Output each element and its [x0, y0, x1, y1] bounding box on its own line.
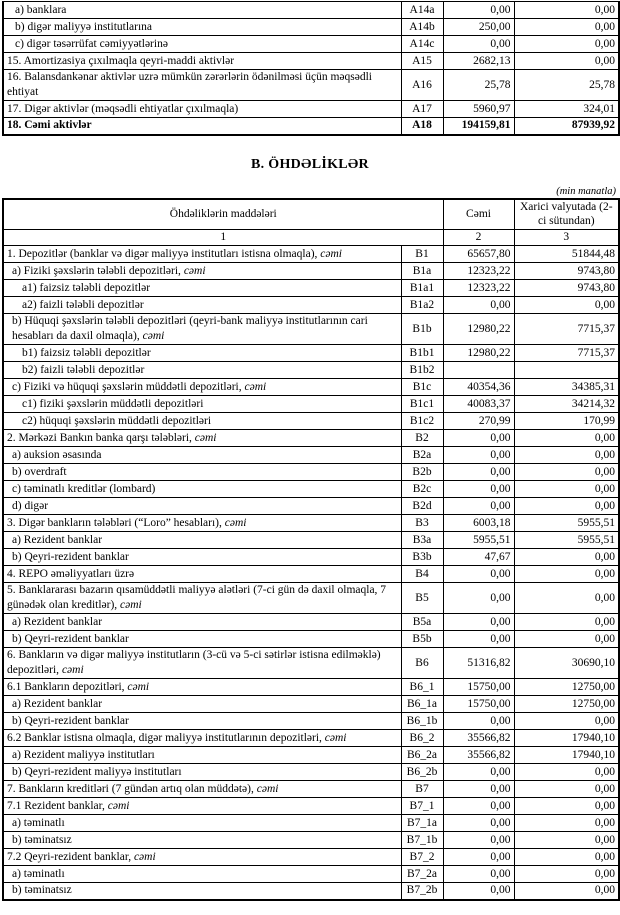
col-header-items: Öhdəliklərin maddələri: [3, 199, 443, 230]
table-row: [3, 614, 619, 631]
table-row: [3, 815, 619, 832]
table-row: [3, 747, 619, 764]
row-total-cell: 40354,36: [443, 379, 514, 396]
row-label-cell: [3, 730, 401, 747]
row-total-cell: 40083,37: [443, 396, 514, 413]
row-code-cell: B6_2: [401, 730, 443, 747]
row-label-italic-suffix: cəmi: [320, 247, 343, 260]
row-label: 7.2 Qeyri-rezident banklar,: [7, 850, 134, 863]
row-foreign-cell: 9743,80: [514, 280, 619, 297]
row-foreign-cell: 17940,10: [514, 730, 619, 747]
table-row: [3, 19, 619, 36]
liabilities-table: [2, 198, 620, 901]
row-total-cell: 0,00: [443, 631, 514, 648]
row-foreign-cell: 87939,92: [514, 118, 619, 135]
row-foreign-cell: 25,78: [514, 70, 619, 101]
row-code-cell: B5b: [401, 631, 443, 648]
row-total-cell: 12323,22: [443, 280, 514, 297]
row-total-cell: 0,00: [443, 798, 514, 815]
row-label-italic-suffix: cəmi: [120, 599, 142, 611]
row-label: 2. Mərkəzi Bankın banka qarşı tələbləri,: [7, 431, 195, 444]
row-foreign-cell: 5955,51: [514, 532, 619, 549]
row-label: c1) fiziki şəxslərin müddətli depozitləri: [22, 397, 204, 410]
row-label-cell: [3, 280, 401, 297]
table-row: [3, 532, 619, 549]
row-label: 6.1 Bankların depozitləri,: [7, 680, 128, 693]
row-code-cell: B3: [401, 515, 443, 532]
row-foreign-cell: 0,00: [514, 481, 619, 498]
row-label-cell: [3, 515, 401, 532]
row-foreign-cell: 0,00: [514, 297, 619, 314]
row-code-cell: B1b: [401, 314, 443, 345]
table-row: [3, 515, 619, 532]
row-label-cell: [3, 781, 401, 798]
row-label: a) təminatlı: [12, 816, 65, 829]
table-row: [3, 118, 619, 135]
row-code-cell: B6_1a: [401, 696, 443, 713]
row-foreign-cell: 0,00: [514, 849, 619, 866]
table-row: [3, 730, 619, 747]
row-label-cell: [3, 464, 401, 481]
row-label-cell: [3, 614, 401, 631]
row-label: 6.2 Banklar istisna olmaqla, digər maliyyə institutlarının depozitləri,: [7, 731, 325, 744]
row-label: 4. REPO əməliyyatları üzrə: [7, 567, 135, 580]
row-label-cell: [3, 53, 401, 70]
row-label: a) banklara: [15, 3, 67, 16]
col-number-foreign: 3: [514, 230, 619, 246]
table-row: [3, 764, 619, 781]
row-foreign-cell: 0,00: [514, 815, 619, 832]
row-label-italic-suffix: cəmi: [256, 782, 279, 795]
row-label-cell: [3, 566, 401, 583]
row-total-cell: 0,00: [443, 849, 514, 866]
row-label-cell: [3, 866, 401, 883]
row-label: b) overdraft: [12, 465, 67, 478]
row-label: c2) hüquqi şəxslərin müddətli depozitləri: [22, 414, 212, 427]
table-row: [3, 883, 619, 900]
liabilities-table-body: [3, 246, 619, 900]
row-label: 15. Amortizasiya çıxılmaqla qeyri-maddi aktivlər: [7, 54, 235, 67]
row-label: d) digər: [12, 499, 49, 512]
row-code-cell: B1a: [401, 263, 443, 280]
row-foreign-cell: 34385,31: [514, 379, 619, 396]
row-code-cell: A17: [401, 101, 443, 118]
unit-note: (min manatla): [556, 185, 616, 197]
table-row: [3, 413, 619, 430]
row-foreign-cell: 7715,37: [514, 314, 619, 345]
row-total-cell: 0,00: [443, 297, 514, 314]
row-foreign-cell: 9743,80: [514, 263, 619, 280]
row-code-cell: B6_1: [401, 679, 443, 696]
row-label-cell: [3, 532, 401, 549]
row-label-italic-suffix: cəmi: [107, 799, 130, 812]
row-code-cell: B3a: [401, 532, 443, 549]
row-code-cell: B1c: [401, 379, 443, 396]
row-label: 7.1 Rezident banklar,: [7, 799, 108, 812]
row-foreign-cell: 0,00: [514, 583, 619, 614]
row-foreign-cell: 0,00: [514, 713, 619, 730]
row-label: c) digər təsərrüfat cəmiyyətlərinə: [15, 37, 168, 50]
row-label: c) Fiziki və hüquqi şəxslərin müddətli depozitləri,: [12, 380, 245, 393]
table-row: [3, 866, 619, 883]
row-total-cell: 0,00: [443, 481, 514, 498]
column-number-row: [3, 230, 619, 246]
row-total-cell: 47,67: [443, 549, 514, 566]
liabilities-table-header: [3, 199, 619, 246]
row-code-cell: B1: [401, 246, 443, 263]
assets-table-continuation: [2, 1, 620, 136]
row-foreign-cell: 0,00: [514, 36, 619, 53]
assets-table-body: [3, 2, 619, 135]
row-code-cell: B2d: [401, 498, 443, 515]
col-number-total: 2: [443, 230, 514, 246]
row-foreign-cell: 17940,10: [514, 747, 619, 764]
row-label-italic-suffix: cəmi: [244, 380, 267, 393]
row-total-cell: 0,00: [443, 430, 514, 447]
row-label-italic-suffix: cəmi: [61, 664, 84, 676]
table-row: [3, 648, 619, 679]
row-label-cell: [3, 883, 401, 900]
row-foreign-cell: 0,00: [514, 2, 619, 19]
row-total-cell: 35566,82: [443, 747, 514, 764]
row-total-cell: 0,00: [443, 464, 514, 481]
row-total-cell: 0,00: [443, 815, 514, 832]
row-foreign-cell: 0,00: [514, 798, 619, 815]
row-total-cell: 15750,00: [443, 679, 514, 696]
table-row: [3, 849, 619, 866]
col-header-foreign: Xarici valyutada (2-ci sütundan): [514, 199, 619, 230]
row-code-cell: B5: [401, 583, 443, 614]
row-label: a) Rezident maliyyə institutları: [12, 748, 155, 761]
row-total-cell: 12980,22: [443, 314, 514, 345]
row-code-cell: B7_1b: [401, 832, 443, 849]
row-total-cell: 0,00: [443, 583, 514, 614]
row-foreign-cell: 7715,37: [514, 345, 619, 362]
table-row: [3, 396, 619, 413]
row-label: a) Rezident banklar: [12, 615, 103, 628]
row-foreign-cell: 324,01: [514, 101, 619, 118]
row-label-italic-suffix: cəmi: [324, 731, 347, 744]
row-label-italic-suffix: cəmi: [183, 264, 206, 277]
row-total-cell: 15750,00: [443, 696, 514, 713]
row-label: b) təminatsız: [12, 884, 72, 897]
row-label-cell: [3, 849, 401, 866]
row-code-cell: B7_2: [401, 849, 443, 866]
row-label: 6. Bankların və digər maliyyə institutların (3-cü və 5-ci sətirlər istisna edilməklə) depozitləri,: [7, 649, 381, 676]
table-row: [3, 362, 619, 379]
row-code-cell: B7_2a: [401, 866, 443, 883]
row-label: b) Qeyri-rezident banklar: [12, 714, 129, 727]
table-row: [3, 481, 619, 498]
row-label-cell: [3, 549, 401, 566]
row-label: 7. Bankların kreditləri (7 gündən artıq olan müddətə),: [7, 782, 257, 795]
header-row: [3, 199, 619, 230]
row-code-cell: A15: [401, 53, 443, 70]
row-label-cell: [3, 118, 401, 135]
row-total-cell: 0,00: [443, 866, 514, 883]
row-code-cell: B1a2: [401, 297, 443, 314]
row-code-cell: B7_2b: [401, 883, 443, 900]
row-code-cell: A14a: [401, 2, 443, 19]
table-row: [3, 631, 619, 648]
row-code-cell: A14b: [401, 19, 443, 36]
section-title: B. ÖHDƏLİKLƏR: [251, 156, 369, 172]
table-row: [3, 798, 619, 815]
row-label-cell: [3, 764, 401, 781]
row-total-cell: 0,00: [443, 713, 514, 730]
row-total-cell: 25,78: [443, 70, 514, 101]
row-code-cell: B2c: [401, 481, 443, 498]
row-foreign-cell: 0,00: [514, 631, 619, 648]
row-foreign-cell: 0,00: [514, 430, 619, 447]
table-row: [3, 263, 619, 280]
row-foreign-cell: 34214,32: [514, 396, 619, 413]
row-label-cell: [3, 297, 401, 314]
row-total-cell: 0,00: [443, 883, 514, 900]
row-label: a) təminatlı: [12, 867, 65, 880]
row-foreign-cell: 51844,48: [514, 246, 619, 263]
row-label-cell: [3, 583, 401, 614]
row-label-cell: [3, 314, 401, 345]
row-label: 5. Banklararası bazarın qısamüddətli maliyyə alətləri (7-ci gün də daxil olmaqla, 7 günədək olan kreditlər),: [7, 584, 387, 611]
row-label-cell: [3, 679, 401, 696]
row-total-cell: 35566,82: [443, 730, 514, 747]
row-code-cell: B6_2b: [401, 764, 443, 781]
row-total-cell: 0,00: [443, 498, 514, 515]
row-label-cell: [3, 2, 401, 19]
table-row: [3, 713, 619, 730]
row-foreign-cell: 0,00: [514, 832, 619, 849]
row-foreign-cell: 12750,00: [514, 679, 619, 696]
row-foreign-cell: [514, 362, 619, 379]
row-code-cell: B2a: [401, 447, 443, 464]
table-row: [3, 53, 619, 70]
row-total-cell: 0,00: [443, 447, 514, 464]
table-row: [3, 832, 619, 849]
row-total-cell: 12980,22: [443, 345, 514, 362]
row-total-cell: [443, 362, 514, 379]
row-label-cell: [3, 696, 401, 713]
row-foreign-cell: 0,00: [514, 53, 619, 70]
row-foreign-cell: 0,00: [514, 447, 619, 464]
row-label-cell: [3, 447, 401, 464]
row-foreign-cell: 30690,10: [514, 648, 619, 679]
row-label-cell: [3, 631, 401, 648]
row-label-italic-suffix: cəmi: [127, 680, 150, 693]
row-label: 18. Cəmi aktivlər: [7, 119, 92, 132]
row-total-cell: 250,00: [443, 19, 514, 36]
row-foreign-cell: 0,00: [514, 781, 619, 798]
row-code-cell: B5a: [401, 614, 443, 631]
row-code-cell: A18: [401, 118, 443, 135]
row-label-cell: [3, 832, 401, 849]
table-row: [3, 70, 619, 101]
row-total-cell: 0,00: [443, 2, 514, 19]
table-row: [3, 314, 619, 345]
col-number-items: 1: [3, 230, 443, 246]
row-code-cell: B6: [401, 648, 443, 679]
row-label: a) Fiziki şəxslərin tələbli depozitləri,: [12, 264, 184, 277]
row-label-italic-suffix: cəmi: [224, 516, 247, 529]
table-row: [3, 498, 619, 515]
row-label-cell: [3, 481, 401, 498]
row-foreign-cell: 0,00: [514, 464, 619, 481]
row-label: b) Qeyri-rezident maliyyə institutları: [12, 765, 182, 778]
table-row: [3, 679, 619, 696]
row-label-cell: [3, 246, 401, 263]
table-row: [3, 297, 619, 314]
row-label: b) Qeyri-rezident banklar: [12, 550, 129, 563]
row-foreign-cell: 0,00: [514, 614, 619, 631]
row-label-cell: [3, 70, 401, 101]
row-code-cell: B1c2: [401, 413, 443, 430]
row-code-cell: B1c1: [401, 396, 443, 413]
row-code-cell: B1a1: [401, 280, 443, 297]
row-label-cell: [3, 648, 401, 679]
row-label-cell: [3, 263, 401, 280]
row-label: 3. Digər bankların tələbləri (“Loro” hesabları),: [7, 516, 225, 529]
row-total-cell: 2682,13: [443, 53, 514, 70]
row-code-cell: B1b1: [401, 345, 443, 362]
row-total-cell: 51316,82: [443, 648, 514, 679]
row-code-cell: B1b2: [401, 362, 443, 379]
table-row: [3, 246, 619, 263]
row-label-cell: [3, 798, 401, 815]
row-label-italic-suffix: cəmi: [133, 850, 156, 863]
row-label: 17. Digər aktivlər (məqsədli ehtiyatlar çıxılmaqla): [7, 102, 239, 115]
row-label: a) auksion əsasında: [12, 448, 102, 461]
row-label: b) digər maliyyə institutlarına: [15, 20, 153, 33]
row-label: b) Hüquqi şəxslərin tələbli depozitləri (qeyri-bank maliyyə institutlarının cari hesabları da daxil olmaqla),: [12, 315, 368, 342]
table-row: [3, 696, 619, 713]
row-label: a) Rezident banklar: [12, 533, 103, 546]
row-label-cell: [3, 101, 401, 118]
row-total-cell: 5955,51: [443, 532, 514, 549]
row-code-cell: B7: [401, 781, 443, 798]
table-row: [3, 583, 619, 614]
row-code-cell: B6_1b: [401, 713, 443, 730]
row-label-italic-suffix: cəmi: [194, 431, 217, 444]
row-code-cell: B2b: [401, 464, 443, 481]
table-row: [3, 549, 619, 566]
row-label-cell: [3, 362, 401, 379]
row-foreign-cell: 0,00: [514, 498, 619, 515]
row-label: b) Qeyri-rezident banklar: [12, 632, 129, 645]
row-total-cell: 270,99: [443, 413, 514, 430]
row-total-cell: 0,00: [443, 614, 514, 631]
row-code-cell: B6_2a: [401, 747, 443, 764]
row-label: a) Rezident banklar: [12, 697, 103, 710]
row-label-cell: [3, 379, 401, 396]
row-total-cell: 5960,97: [443, 101, 514, 118]
row-code-cell: B2: [401, 430, 443, 447]
row-code-cell: A14c: [401, 36, 443, 53]
row-foreign-cell: 0,00: [514, 866, 619, 883]
table-row: [3, 447, 619, 464]
row-label-cell: [3, 713, 401, 730]
table-row: [3, 2, 619, 19]
row-foreign-cell: 0,00: [514, 549, 619, 566]
row-foreign-cell: 0,00: [514, 764, 619, 781]
table-row: [3, 280, 619, 297]
row-total-cell: 0,00: [443, 832, 514, 849]
row-label: b1) faizsiz tələbli depozitlər: [22, 346, 151, 359]
table-row: [3, 464, 619, 481]
row-label: a2) faizli tələbli depozitlər: [22, 298, 144, 311]
row-code-cell: B3b: [401, 549, 443, 566]
row-label-cell: [3, 396, 401, 413]
row-label-cell: [3, 19, 401, 36]
row-foreign-cell: 12750,00: [514, 696, 619, 713]
row-label-cell: [3, 345, 401, 362]
row-code-cell: B7_1: [401, 798, 443, 815]
row-total-cell: 0,00: [443, 781, 514, 798]
row-label-cell: [3, 413, 401, 430]
table-row: [3, 101, 619, 118]
row-total-cell: 0,00: [443, 36, 514, 53]
row-label: 1. Depozitlər (banklar və digər maliyyə institutları istisna olmaqla),: [7, 247, 321, 260]
row-total-cell: 65657,80: [443, 246, 514, 263]
row-code-cell: B4: [401, 566, 443, 583]
row-label: 16. Balansdankənar aktivlər uzrə mümkün zərərlərin ödənilməsi üçün məqsədli ehtiyat: [7, 71, 373, 98]
table-row: [3, 36, 619, 53]
row-label-cell: [3, 815, 401, 832]
row-label: b) təminatsız: [12, 833, 72, 846]
row-foreign-cell: 0,00: [514, 566, 619, 583]
row-foreign-cell: 0,00: [514, 19, 619, 36]
row-total-cell: 12323,22: [443, 263, 514, 280]
row-total-cell: 194159,81: [443, 118, 514, 135]
table-row: [3, 379, 619, 396]
row-foreign-cell: 170,99: [514, 413, 619, 430]
table-row: [3, 566, 619, 583]
row-code-cell: B7_1a: [401, 815, 443, 832]
table-row: [3, 430, 619, 447]
row-label-cell: [3, 36, 401, 53]
col-header-total: Cəmi: [443, 199, 514, 230]
table-row: [3, 345, 619, 362]
row-label: b2) faizli tələbli depozitlər: [22, 363, 145, 376]
row-total-cell: 6003,18: [443, 515, 514, 532]
row-label: c) təminatlı kreditlər (lombard): [12, 482, 156, 495]
row-label-cell: [3, 430, 401, 447]
row-label-cell: [3, 747, 401, 764]
row-label-cell: [3, 498, 401, 515]
row-total-cell: 0,00: [443, 566, 514, 583]
row-foreign-cell: 5955,51: [514, 515, 619, 532]
row-total-cell: 0,00: [443, 764, 514, 781]
row-code-cell: A16: [401, 70, 443, 101]
row-foreign-cell: 0,00: [514, 883, 619, 900]
row-label-italic-suffix: cəmi: [142, 330, 165, 342]
table-row: [3, 781, 619, 798]
row-label: a1) faizsiz tələbli depozitlər: [22, 281, 151, 294]
